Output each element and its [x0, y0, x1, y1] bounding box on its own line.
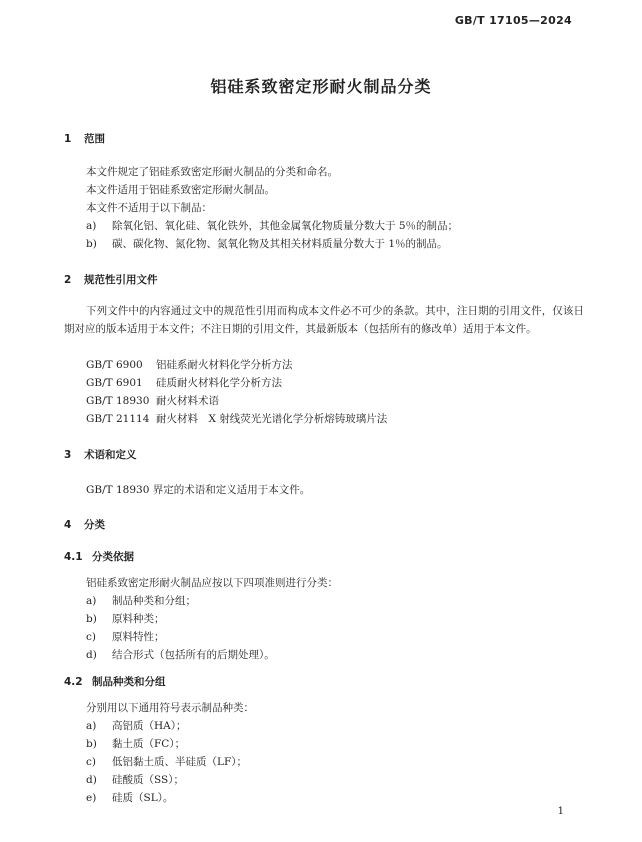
paragraph: 本文件适用于铝硅系致密定形耐火制品。: [86, 184, 275, 196]
list-item: [86, 236, 448, 251]
reference-title: 耐火材料术语: [156, 395, 219, 407]
reference-code: GB/T 6900: [86, 359, 143, 371]
list-item: [86, 736, 185, 751]
list-marker: e): [86, 792, 97, 804]
section-number: 4.2: [64, 676, 83, 688]
reference-code: GB/T 6901: [86, 377, 143, 389]
list-text: 碳、碳化物、氮化物、氮氧化物及其相关材料质量分数大于 1％的制品。: [112, 238, 448, 250]
reference-code: GB/T 21114: [86, 413, 150, 425]
reference-item: [86, 411, 387, 426]
list-text: 除氧化铝、氧化硅、氧化铁外，其他金属氧化物质量分数大于 5％的制品；: [112, 220, 459, 232]
list-text: 原料特性；: [112, 631, 165, 643]
paragraph: 铝硅系致密定形耐火制品应按以下四项准则进行分类：: [86, 577, 338, 589]
list-marker: b): [86, 738, 97, 750]
section-4-heading: [64, 517, 105, 532]
list-item: [86, 593, 196, 608]
list-text: 制品种类和分组；: [112, 595, 196, 607]
list-marker: c): [86, 631, 96, 643]
section-title: 术语和定义: [84, 449, 137, 461]
list-marker: a): [86, 595, 97, 607]
list-text: 结合形式（包括所有的后期处理）。: [112, 649, 275, 661]
reference-code: GB/T 18930: [86, 395, 150, 407]
section-title: 分类依据: [92, 551, 134, 563]
list-item: [86, 647, 275, 662]
paragraph: 下列文件中的内容通过文中的规范性引用而构成本文件必不可少的条款。其中，注日期的引用文件，仅该日期对应的版本适用于本文件；不注日期的引用文件，其最新版本（包括所有的修改单）适用于本文件。: [64, 305, 584, 335]
list-marker: c): [86, 756, 96, 768]
list-text: 低铝黏土质、半硅质（LF）；: [112, 756, 248, 768]
list-item: [86, 772, 184, 787]
subsection-4-1-heading: [64, 549, 134, 564]
page-number: 1: [557, 806, 564, 817]
section-number: 2: [64, 274, 72, 286]
section-number: 1: [64, 133, 72, 145]
list-marker: b): [86, 238, 97, 250]
section-number: 4: [64, 519, 72, 531]
section-title: 范围: [84, 133, 105, 145]
list-marker: d): [86, 649, 97, 661]
section-1-heading: [64, 131, 105, 146]
section-title: 制品种类和分组: [92, 676, 166, 688]
list-item: [86, 754, 247, 769]
list-text: 黏土质（FC）；: [112, 738, 186, 750]
paragraph: 本文件规定了铝硅系致密定形耐火制品的分类和命名。: [86, 166, 338, 178]
list-marker: d): [86, 774, 97, 786]
reference-item: [86, 357, 293, 372]
list-marker: a): [86, 720, 97, 732]
list-item: [86, 218, 458, 233]
list-item: [86, 611, 165, 626]
list-text: 原料种类；: [112, 613, 165, 625]
reference-item: [86, 375, 282, 390]
document-title: 铝硅系致密定形耐火制品分类: [210, 77, 432, 96]
standard-number: GB/T 17105—2024: [454, 14, 572, 27]
list-item: [86, 629, 165, 644]
section-title: 分类: [84, 519, 105, 531]
list-text: 硅质（SL）。: [112, 792, 174, 804]
reference-title: 硅质耐火材料化学分析方法: [156, 377, 282, 389]
list-marker: b): [86, 613, 97, 625]
reference-title: 铝硅系耐火材料化学分析方法: [156, 359, 293, 371]
section-2-heading: [64, 272, 158, 287]
reference-item: [86, 393, 219, 408]
section-3-heading: [64, 447, 137, 462]
reference-title: 耐火材料 X 射线荧光光谱化学分析熔铸玻璃片法: [156, 413, 388, 425]
subsection-4-2-heading: [64, 674, 166, 689]
list-text: 硅酸质（SS）；: [112, 774, 184, 786]
list-item: [86, 790, 173, 805]
list-item: [86, 718, 187, 733]
paragraph: GB/T 18930 界定的术语和定义适用于本文件。: [86, 484, 311, 496]
section-number: 3: [64, 449, 72, 461]
paragraph: 分别用以下通用符号表示制品种类：: [86, 702, 254, 714]
list-marker: a): [86, 220, 97, 232]
list-text: 高铝质（HA）；: [112, 720, 187, 732]
section-number: 4.1: [64, 551, 83, 563]
paragraph: 本文件不适用于以下制品：: [86, 202, 212, 214]
section-title: 规范性引用文件: [84, 274, 158, 286]
